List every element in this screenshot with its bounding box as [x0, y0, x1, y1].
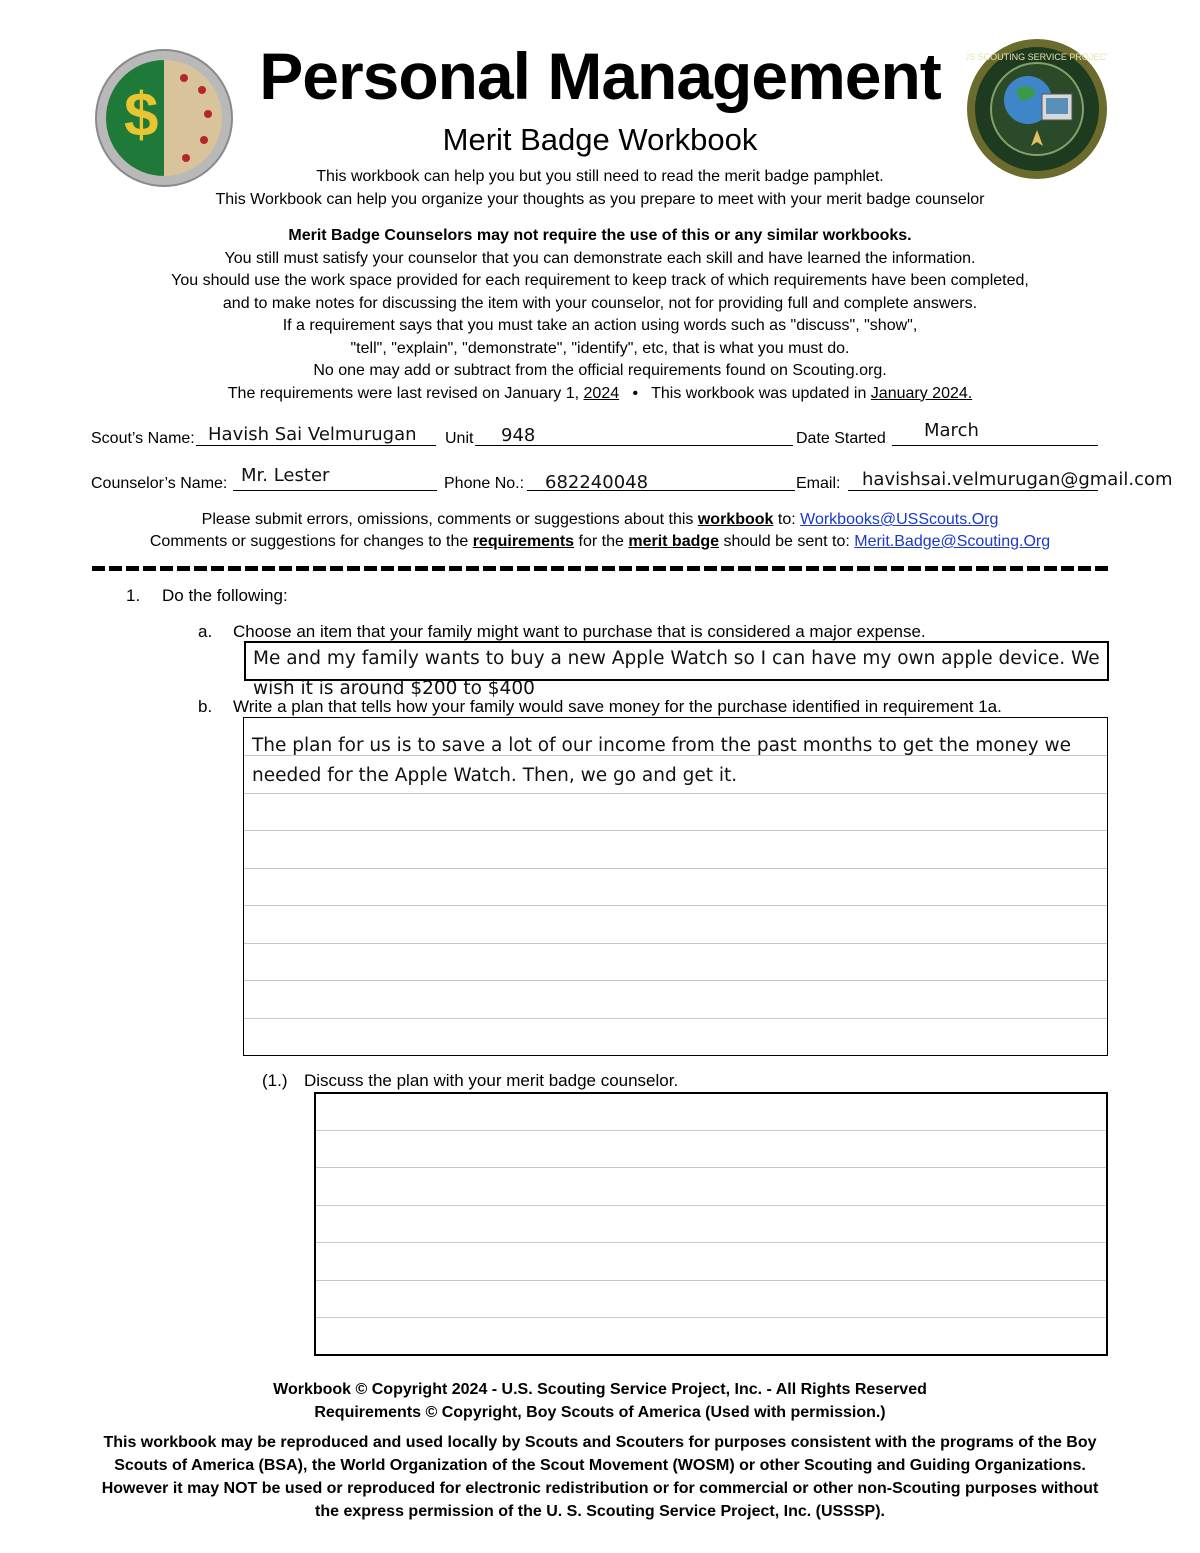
date-started-value: March — [924, 420, 979, 441]
changes-prefix: Comments or suggestions for changes to the — [149, 533, 469, 550]
ruled-line — [244, 868, 1107, 869]
intro-line: No one may add or subtract from the official requirements found on Scouting.org. — [313, 362, 887, 379]
page-title: Personal Management — [259, 39, 941, 113]
req-b-text: Write a plan that tells how your family would save money for the purchase identified in requirement 1a. — [233, 697, 1002, 716]
unit-value: 948 — [501, 425, 536, 446]
updated-value: January 2024. — [870, 384, 973, 402]
phone-label: Phone No.: — [444, 475, 525, 492]
copyright-workbook: Workbook © Copyright 2024 - U.S. Scouting Service Project, Inc. - All Rights Reserved — [273, 1381, 927, 1398]
intro-line: "tell", "explain", "demonstrate", "identify", etc, that is what you must do. — [350, 339, 850, 357]
changes-bold-requirements: requirements — [472, 533, 575, 550]
intro-line: This Workbook can help you organize your thoughts as you prepare to meet with your merit badge counselor — [215, 190, 985, 208]
email-label: Email: — [796, 475, 841, 492]
updated-prefix: This workbook was updated in — [651, 384, 867, 402]
page-subtitle: Merit Badge Workbook — [442, 122, 758, 157]
req-b1-text: Discuss the plan with your merit badge counselor. — [304, 1071, 679, 1090]
usage-notice: This workbook may be reproduced and used locally by Scouts and Scouters for purposes consistent with the programs of the Boy Scouts of America (BSA), the World Organization of the Scout Movement (WOSM) or other Scouting and Guiding Organizations. However it may NOT be used or reproduced for electronic redistribution or for commercial or other non-Scouting purposes without the express permission of the U. S. Scouting Service Project, Inc. (USSSP). — [101, 1434, 1099, 1520]
errors-bold: workbook — [697, 511, 774, 528]
counselor-name-field[interactable] — [233, 465, 437, 491]
ruled-line — [316, 1167, 1106, 1168]
counselor-name-value: Mr. Lester — [241, 465, 330, 486]
scout-name-label: Scout’s Name: — [91, 430, 195, 447]
ruled-line — [316, 1205, 1106, 1206]
date-started-field[interactable] — [892, 420, 1098, 446]
bullet-separator: • — [632, 384, 639, 402]
unit-field[interactable] — [475, 424, 793, 446]
changes-line — [0, 531, 1200, 553]
revision-line — [0, 383, 1200, 406]
submission-info — [0, 509, 1200, 553]
workbooks-email-link[interactable]: Workbooks@USScouts.Org — [800, 511, 999, 528]
errors-to: to: — [777, 511, 796, 528]
intro-line: You should use the work space provided for each requirement to keep track of which requirements have been completed, — [171, 272, 1029, 289]
intro-line: This workbook can help you but you still need to read the merit badge pamphlet. — [316, 168, 884, 185]
ruled-line — [316, 1317, 1106, 1318]
scout-name-field[interactable] — [196, 424, 436, 446]
merit-badge-email-link[interactable]: Merit.Badge@Scouting.Org — [854, 533, 1051, 550]
changes-bold-merit-badge: merit badge — [628, 533, 720, 550]
counselor-name-label: Counselor’s Name: — [91, 475, 228, 492]
copyright-requirements: Requirements © Copyright, Boy Scouts of America (Used with permission.) — [314, 1404, 886, 1421]
email-value: havishsai.velmurugan@gmail.com — [862, 469, 1173, 490]
phone-field[interactable] — [527, 469, 795, 491]
ruled-line — [244, 980, 1107, 981]
intro-line: You still must satisfy your counselor that you can demonstrate each skill and have learned the information. — [224, 249, 976, 267]
ruled-line — [316, 1242, 1106, 1243]
intro-line: If a requirement says that you must take an action using words such as "discuss", "show", — [282, 317, 918, 334]
req-1-text: Do the following: — [162, 586, 288, 605]
req-a-answer-text: Me and my family wants to buy a new Apple Watch so I can have my own apple device. We wish it is around $200 to $400 — [253, 648, 1100, 699]
changes-suffix: should be sent to: — [723, 533, 850, 550]
req-b1-number: (1.) — [262, 1071, 288, 1090]
req-a-letter: a. — [198, 622, 213, 641]
phone-value: 682240048 — [545, 472, 649, 493]
ruled-line — [316, 1130, 1106, 1131]
req-a-text: Choose an item that your family might want to purchase that is considered a major expense. — [233, 622, 926, 641]
dollar-sign-icon: $ — [124, 81, 159, 150]
copyright-block — [0, 1378, 1200, 1424]
revised-prefix: The requirements were last revised on January 1, — [227, 384, 580, 402]
ruled-line — [244, 905, 1107, 906]
unit-label: Unit — [445, 430, 474, 447]
date-started-label: Date Started — [796, 430, 886, 447]
ruled-line — [244, 830, 1107, 831]
intro-line: and to make notes for discussing the item with your counselor, not for providing full and complete answers. — [222, 294, 978, 312]
email-field[interactable] — [848, 469, 1173, 491]
section-divider — [92, 566, 1108, 571]
svg-text:US SCOUTING SERVICE PROJECT: US SCOUTING SERVICE PROJECT — [966, 52, 1108, 62]
req-b-answer-text: The plan for us is to save a lot of our income from the past months to get the money we needed for the Apple Watch. Then, we go and get it. — [252, 735, 1071, 786]
intro-bold-line: Merit Badge Counselors may not require the use of this or any similar workbooks. — [288, 227, 912, 244]
req-1-number: 1. — [126, 586, 141, 605]
ruled-line — [244, 793, 1107, 794]
req-b-letter: b. — [198, 697, 213, 716]
changes-mid: for the — [578, 533, 624, 550]
revised-year: 2024 — [583, 384, 620, 402]
ruled-line — [316, 1280, 1106, 1281]
intro-text — [0, 166, 1200, 405]
req-b1-answer-box[interactable] — [314, 1092, 1108, 1356]
errors-line — [0, 509, 1200, 531]
scout-name-value: Havish Sai Velmurugan — [208, 424, 417, 445]
errors-prefix: Please submit errors, omissions, comments or suggestions about this — [201, 511, 694, 528]
ruled-line — [244, 1018, 1107, 1019]
ruled-line — [244, 943, 1107, 944]
